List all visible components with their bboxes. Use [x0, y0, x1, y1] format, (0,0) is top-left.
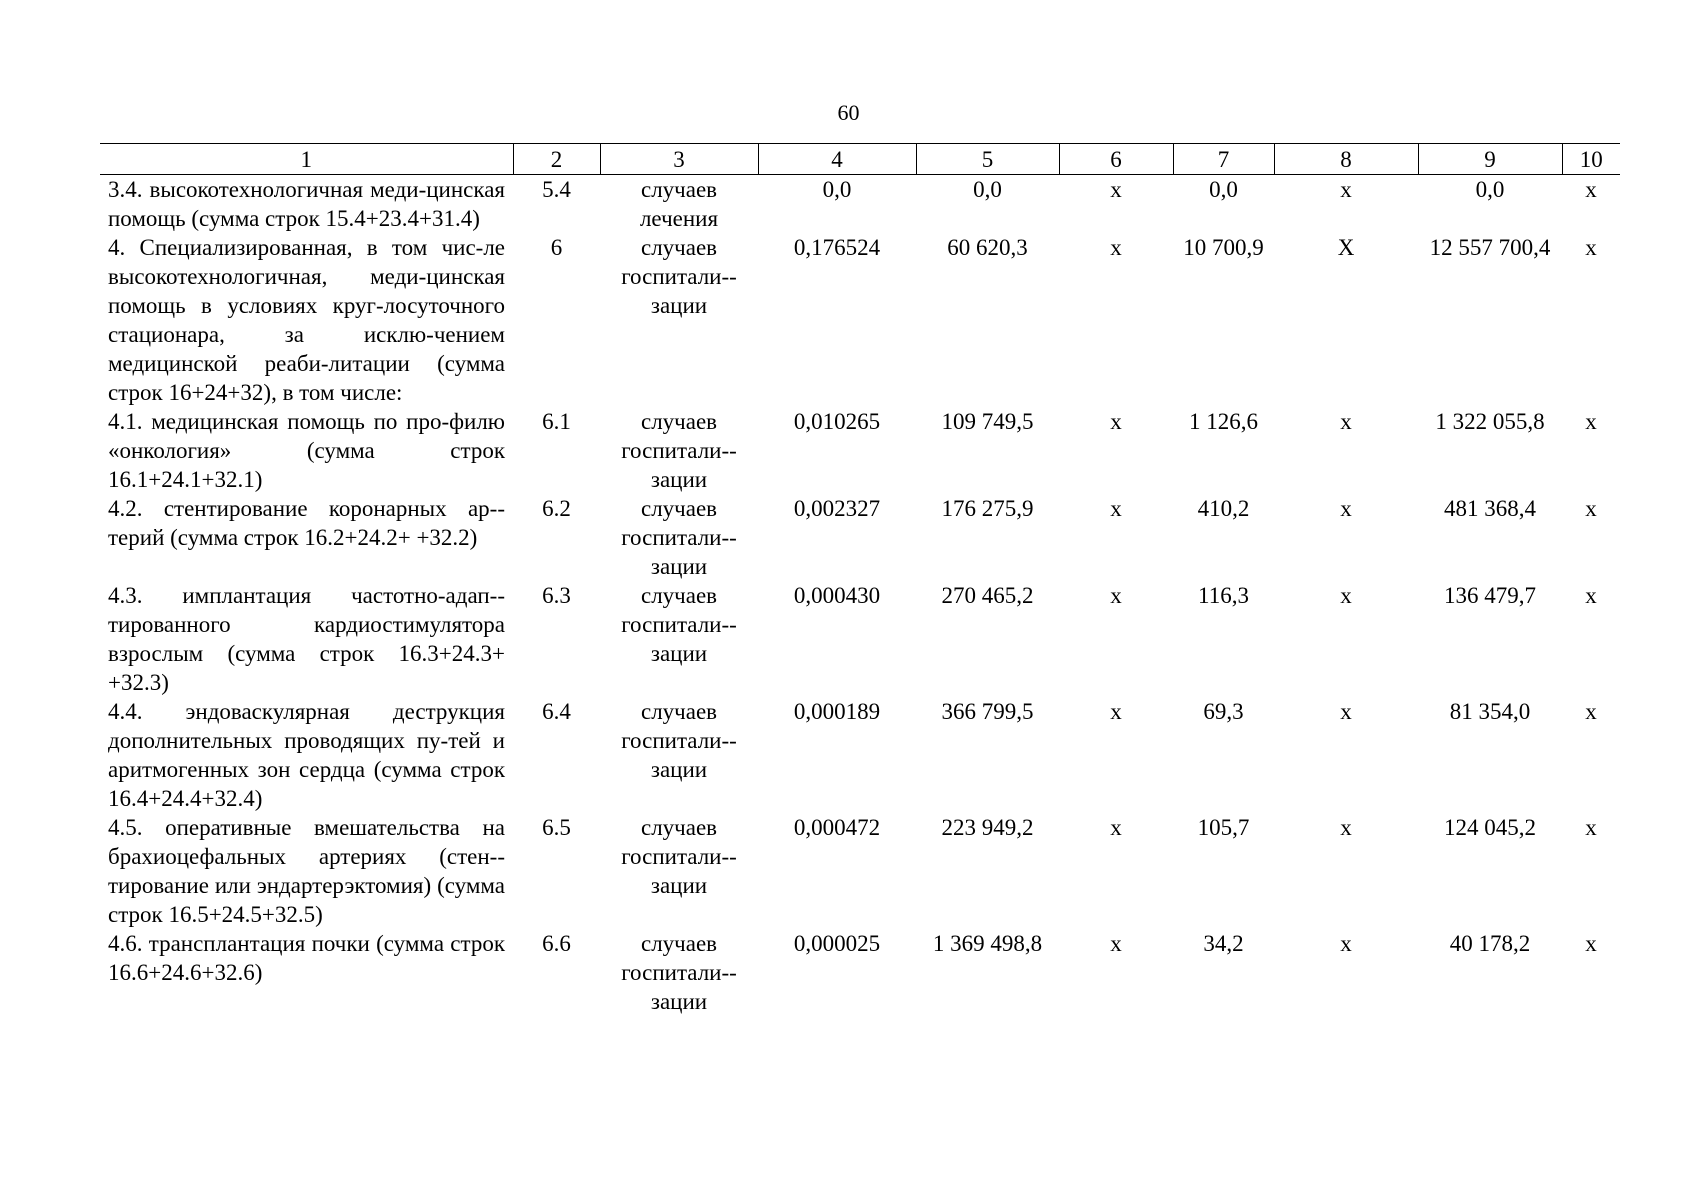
row-value-cell: 69,3: [1203, 699, 1244, 724]
row-value-cell: х: [1340, 496, 1352, 521]
column-header: 9: [1418, 144, 1562, 175]
column-header: 1: [100, 144, 513, 175]
row-value-cell: х: [1340, 815, 1352, 840]
row-name-cell: 4.4. эндоваскулярная деструкция дополнительных проводящих пу-тей и аритмогенных зон сердца (сумма строк 16.4+24.4+32.4): [108, 699, 505, 811]
row-value-cell: 0,000472: [793, 815, 881, 840]
row-unit-cell: случаев госпитали-зации: [621, 815, 737, 898]
row-value-cell: х: [1340, 583, 1352, 608]
row-value-cell: 223 949,2: [941, 815, 1034, 840]
table-row: [100, 581, 1620, 697]
row-value-cell: 1 369 498,8: [932, 931, 1043, 956]
row-code-cell: 6.3: [542, 583, 571, 608]
row-name-cell: 4.1. медицинская помощь по про-филю «онкология» (сумма строк 16.1+24.1+32.1): [108, 409, 505, 492]
row-value-cell: 109 749,5: [941, 409, 1034, 434]
row-value-cell: 81 354,0: [1449, 699, 1531, 724]
row-unit-cell: случаев госпитали-зации: [621, 409, 737, 492]
column-header: 4: [758, 144, 916, 175]
table-row: [100, 407, 1620, 494]
row-code-cell: 6: [550, 235, 563, 260]
row-value-cell: х: [1585, 177, 1597, 202]
table-row: [100, 175, 1620, 234]
column-header: 3: [600, 144, 758, 175]
row-value-cell: х: [1110, 583, 1122, 608]
row-value-cell: х: [1585, 815, 1597, 840]
column-header: 2: [513, 144, 600, 175]
row-value-cell: 0,002327: [793, 496, 881, 521]
row-code-cell: 6.5: [542, 815, 571, 840]
row-value-cell: х: [1110, 699, 1122, 724]
row-unit-cell: случаев госпитали-зации: [621, 235, 737, 318]
row-value-cell: 10 700,9: [1183, 235, 1264, 260]
row-unit-cell: случаев госпитали-зации: [621, 496, 737, 579]
row-name-cell: 4.6. трансплантация почки (сумма строк 16.6+24.6+32.6): [108, 931, 505, 985]
row-value-cell: 0,0: [822, 177, 852, 202]
table-row: [100, 697, 1620, 813]
row-value-cell: 270 465,2: [941, 583, 1034, 608]
row-value-cell: х: [1585, 496, 1597, 521]
row-value-cell: 0,000430: [793, 583, 881, 608]
row-name-cell: 4.3. имплантация частотно-адап-тированного кардиостимулятора взрослым (сумма строк 16.3+24.3+ +32.3): [108, 583, 505, 695]
row-value-cell: 124 045,2: [1444, 815, 1536, 840]
row-value-cell: х: [1110, 409, 1122, 434]
column-header: 7: [1173, 144, 1274, 175]
row-code-cell: 6.4: [542, 699, 571, 724]
row-code-cell: 6.6: [542, 931, 571, 956]
row-name-cell: 4.2. стентирование коронарных ар-терий (сумма строк 16.2+24.2+ +32.2): [108, 496, 505, 550]
row-unit-cell: случаев госпитали-зации: [621, 699, 737, 782]
row-value-cell: 105,7: [1197, 815, 1250, 840]
row-value-cell: х: [1110, 931, 1122, 956]
row-value-cell: 0,010265: [793, 409, 881, 434]
row-value-cell: х: [1585, 699, 1597, 724]
table-row: [100, 813, 1620, 929]
row-value-cell: х: [1340, 931, 1352, 956]
data-table: [100, 143, 1620, 1016]
column-header: 8: [1274, 144, 1418, 175]
row-value-cell: 1 322 055,8: [1435, 409, 1545, 434]
row-value-cell: 481 368,4: [1444, 496, 1536, 521]
row-value-cell: 116,3: [1198, 583, 1249, 608]
row-value-cell: 176 275,9: [941, 496, 1034, 521]
row-value-cell: 34,2: [1203, 931, 1244, 956]
row-value-cell: 1 126,6: [1189, 409, 1258, 434]
row-value-cell: 0,0: [1209, 177, 1238, 202]
table-row: [100, 929, 1620, 1016]
table-row: [100, 494, 1620, 581]
row-name-cell: 4.5. оперативные вмешательства на брахиоцефальных артериях (стен-тирование или эндартерэктомия) (сумма строк 16.5+24.5+32.5): [108, 815, 505, 927]
header-row: [100, 144, 1620, 175]
row-value-cell: х: [1585, 931, 1597, 956]
row-value-cell: 60 620,3: [947, 235, 1028, 260]
row-name-cell: 3.4. высокотехнологичная меди-цинская помощь (сумма строк 15.4+23.4+31.4): [108, 177, 505, 231]
row-value-cell: х: [1340, 699, 1352, 724]
row-value-cell: х: [1110, 177, 1122, 202]
row-code-cell: 5.4: [542, 177, 571, 202]
row-value-cell: х: [1110, 235, 1122, 260]
row-value-cell: 0,0: [973, 177, 1002, 202]
table-body: [100, 175, 1620, 1017]
row-value-cell: 0,0: [1475, 177, 1505, 202]
row-name-cell: 4. Специализированная, в том чис-ле высокотехнологичная, меди-цинская помощь в условиях круг-лосуточного стационара, за исклю-чением медицинской реаби-литации (сумма строк 16+24+32), в том числе:: [108, 235, 505, 405]
table-header: [100, 144, 1620, 175]
row-value-cell: 410,2: [1197, 496, 1250, 521]
row-value-cell: х: [1585, 409, 1597, 434]
row-unit-cell: случаев госпитали-зации: [621, 583, 737, 666]
row-value-cell: 136 479,7: [1444, 583, 1536, 608]
row-value-cell: 12 557 700,4: [1429, 235, 1551, 260]
row-value-cell: 0,000189: [793, 699, 881, 724]
row-code-cell: 6.1: [542, 409, 571, 434]
column-header: 6: [1059, 144, 1173, 175]
page-number: 60: [837, 100, 860, 125]
row-value-cell: х: [1585, 583, 1597, 608]
row-value-cell: х: [1585, 235, 1597, 260]
column-header: 10: [1562, 144, 1620, 175]
row-unit-cell: случаев лечения: [639, 177, 719, 231]
column-header: 5: [916, 144, 1059, 175]
row-value-cell: х: [1340, 177, 1352, 202]
row-value-cell: х: [1110, 496, 1122, 521]
table-row: [100, 233, 1620, 407]
row-value-cell: 0,176524: [793, 235, 881, 260]
row-unit-cell: случаев госпитали-зации: [621, 931, 737, 1014]
row-value-cell: 0,000025: [793, 931, 881, 956]
row-value-cell: 366 799,5: [941, 699, 1034, 724]
row-value-cell: х: [1340, 409, 1352, 434]
row-value-cell: х: [1110, 815, 1122, 840]
row-code-cell: 6.2: [542, 496, 571, 521]
row-value-cell: 40 178,2: [1449, 931, 1531, 956]
row-value-cell: Х: [1337, 235, 1355, 260]
